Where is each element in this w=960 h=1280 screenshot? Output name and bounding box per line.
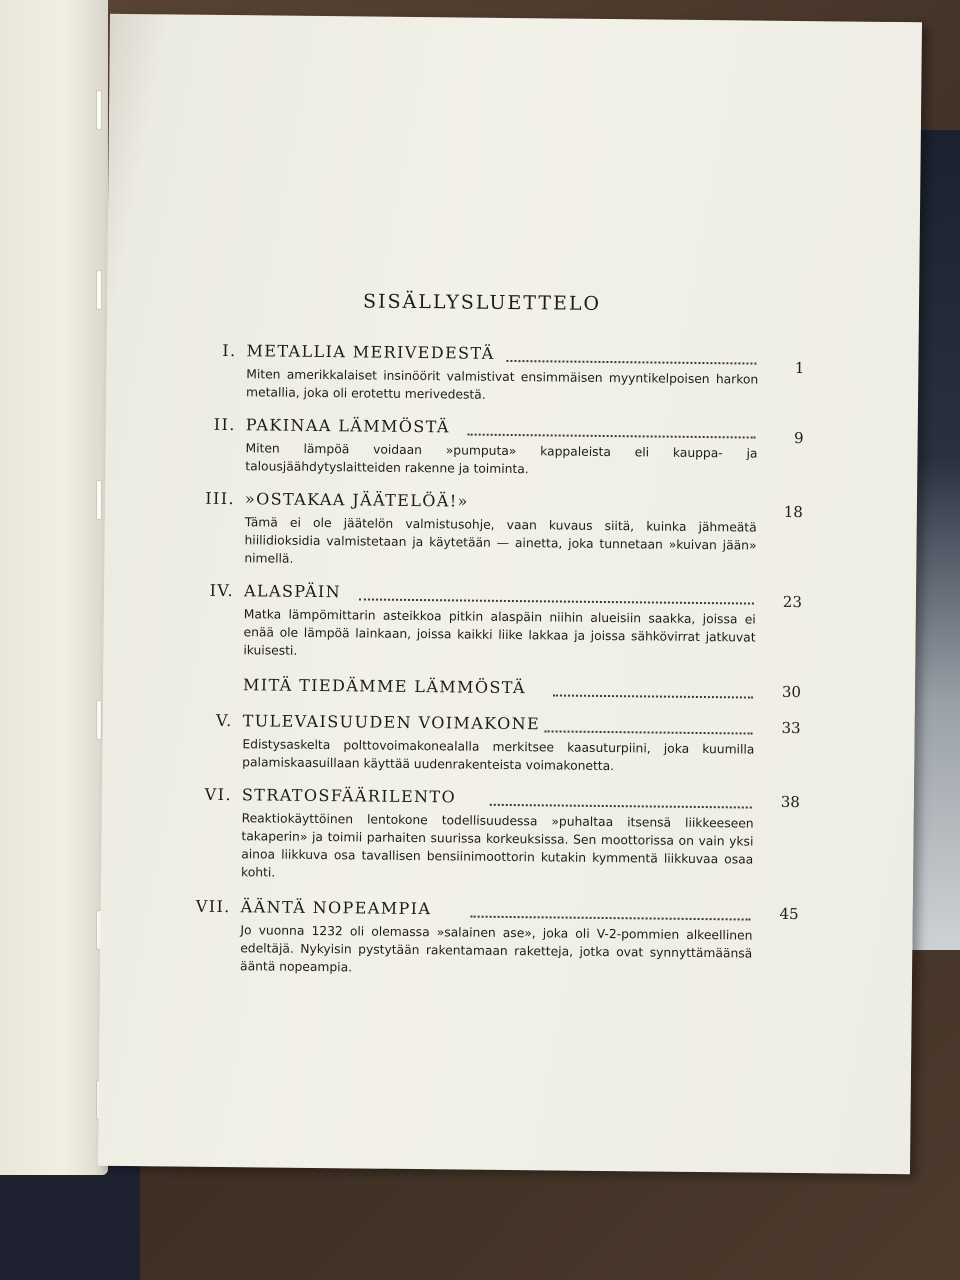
stitch — [96, 90, 102, 130]
page-number: 38 — [780, 792, 800, 812]
page-number: 23 — [782, 592, 803, 612]
table-of-contents — [98, 14, 922, 1174]
toc-entry — [173, 674, 802, 702]
page-number: 45 — [779, 904, 799, 924]
page-number: 30 — [781, 682, 802, 702]
chapter-title: PAKINAA LÄMMÖSTÄ — [245, 415, 450, 437]
dot-leader — [359, 596, 754, 604]
dot-leader — [471, 914, 751, 921]
chapter-description: Miten lämpöä voidaan »pumputa» kappaleista eli kauppa- ja talousjäähdytyslaitteiden rakenne ja toiminta. — [245, 441, 758, 477]
chapter-numeral: III. — [205, 488, 236, 509]
chapter-numeral — [173, 674, 233, 675]
toc-entry — [172, 710, 801, 776]
chapter-title: ÄÄNTÄ NOPEAMPIA — [240, 897, 432, 919]
dot-leader — [545, 728, 753, 734]
page-number: 1 — [794, 358, 805, 378]
chapter-description: Miten amerikkalaiset insinöörit valmistivat ensimmäisen myyntikelpoisen harkon metallia, joka oli erotettu merivedestä. — [246, 367, 759, 402]
chapter-description: Jo vuonna 1232 oli olemassa »salainen ase», joka oli V-2-pommien alkeellinen edeltäjä. Nykyisin pystytään rakentamaan raketteja, jotka ovat synnyttämäänsä ääntä nopeampia. — [240, 923, 753, 975]
right-page — [98, 14, 922, 1174]
chapter-title: MITÄ TIEDÄMME LÄMMÖSTÄ — [242, 675, 527, 698]
chapter-description: Matka lämpömittarin asteikkoa pitkin alaspäin niihin alueisiin saakka, joissa ei enää ole lämpöä lainkaan, joissa kaikki liike lakkaa ja joissa sähkövirrat jatkuvat ikuisesti. — [243, 607, 756, 658]
chapter-title: TULEVAISUUDEN VOIMAKONE — [242, 711, 541, 734]
stitch — [96, 270, 102, 310]
dot-leader — [506, 358, 756, 365]
chapter-title: STRATOSFÄÄRILENTO — [241, 785, 457, 807]
chapter-numeral: VI. — [204, 784, 232, 805]
dot-leader — [553, 692, 753, 698]
dot-leader — [468, 432, 756, 439]
chapter-numeral: II. — [213, 414, 236, 435]
toc-entry — [171, 784, 800, 886]
toc-title: SISÄLLYSLUETTELO — [362, 290, 602, 315]
page-number: 9 — [794, 428, 804, 448]
stitch — [96, 700, 102, 740]
chapter-title: METALLIA MERIVEDESTÄ — [246, 341, 495, 363]
chapter-numeral: IV. — [209, 580, 235, 601]
stitch — [96, 480, 102, 520]
toc-entry — [175, 414, 804, 480]
left-page — [0, 0, 108, 1175]
chapter-description: Tämä ei ole jäätelön valmistusohje, vaan kuvaus siitä, kuinka jähmeätä hiilidioksidia valmistetaan ja käytetään — ainetta, joka tunnetaan »kuivan jään» nimellä. — [244, 515, 757, 566]
toc-entry — [176, 340, 805, 406]
chapter-numeral: V. — [215, 710, 233, 731]
toc-entry — [174, 488, 803, 572]
page-number: 33 — [781, 718, 801, 738]
chapter-description: Reaktiokäyttöinen lentokone todellisuudessa »puhaltaa itsensä liikkeeseen takaperin» ja toimii parhaiten suurissa korkeuksissa. Sen moottorissa on vain yksi ainoa liikkuva osa tavallisen bensiinimoottorin kutakin kymmentä liikkuvaa osaa kohti. — [240, 811, 754, 880]
chapter-title: »OSTAKAA JÄÄTELÖÄ!» — [244, 489, 469, 511]
chapter-numeral: VII. — [195, 896, 231, 917]
toc-entry-heading — [173, 674, 802, 702]
chapter-title: ALASPÄIN — [243, 581, 342, 602]
dot-leader — [490, 802, 752, 809]
chapter-numeral: I. — [222, 340, 237, 361]
toc-entry — [173, 580, 803, 664]
page-number: 18 — [783, 502, 803, 522]
toc-entry — [170, 896, 799, 980]
chapter-description: Edistysaskelta polttovoimakonealalla merkitsee kaasuturpiini, joka kuumilla palamiskaasuillaan käyttää uudenrakenteista voimakonetta. — [242, 737, 755, 774]
